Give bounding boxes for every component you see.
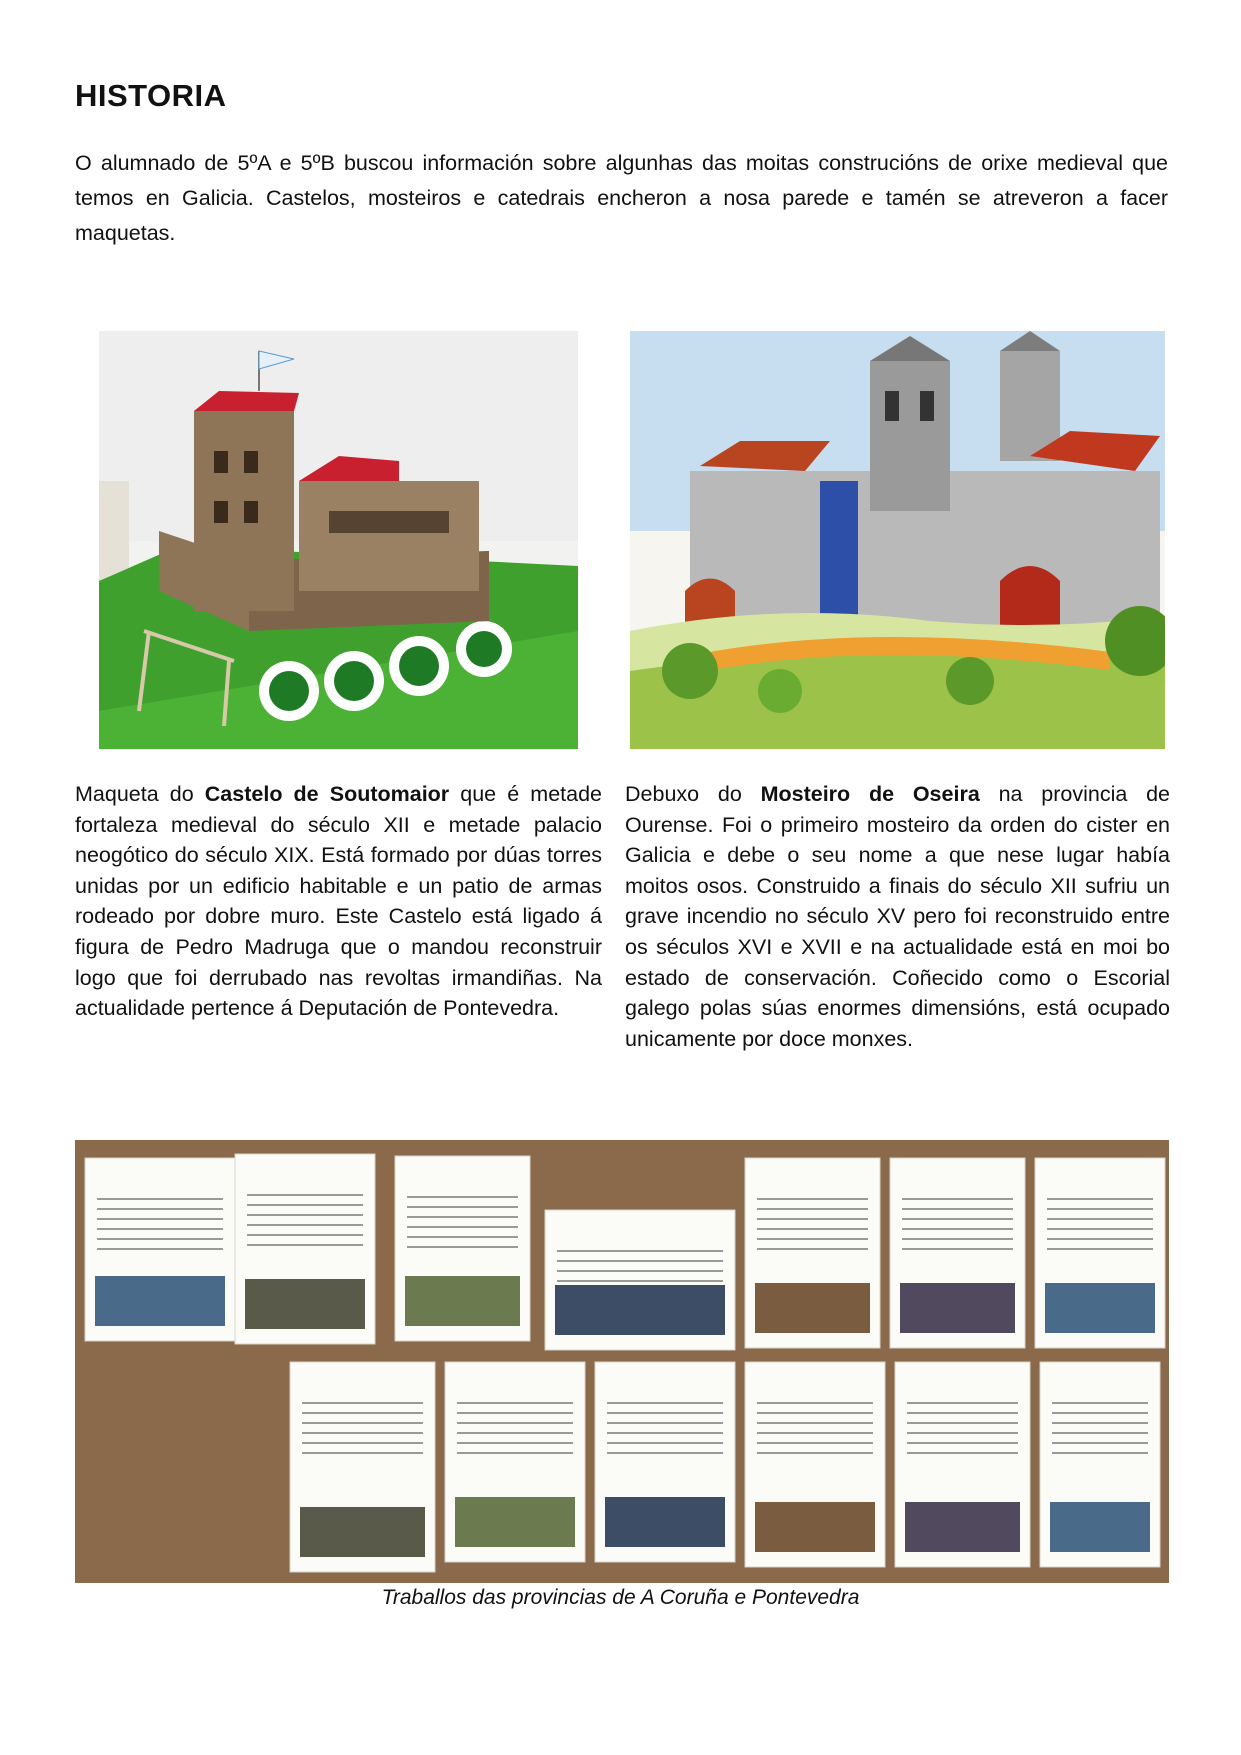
castle-model-photo xyxy=(99,331,578,749)
student-posters-photo xyxy=(75,1140,1169,1583)
page-heading: HISTORIA xyxy=(75,78,227,113)
intro-paragraph: O alumnado de 5ºA e 5ºB buscou información sobre algunhas das moitas construcións de orixe medieval que temos en Galicia. Castelos, mosteiros e catedrais encheron a nosa parede e tamén se atreveron a facer maquetas. xyxy=(75,151,1168,245)
monastery-name: Mosteiro de Oseira xyxy=(760,782,980,806)
monastery-description-lead: Debuxo do xyxy=(625,782,761,806)
monastery-description xyxy=(625,779,1170,1054)
photo-caption: Traballos das provincias de A Coruña e Pontevedra xyxy=(381,1586,860,1609)
castle-description-body: que é metade fortaleza medieval do século XII e metade palacio neogótico do século XIX. Está formado por dúas torres unidas por un edificio habitable e un patio de armas rodeado por dobre muro. Este Castelo está ligado á figura de Pedro Madruga que o mandou reconstruir logo que foi derrubado nas revoltas irmandiñas. Na actualidade pertence á Deputación de Pontevedra. xyxy=(75,782,602,1021)
monastery-description-body: na provincia de Ourense. Foi o primeiro mosteiro da orden do cister en Galicia e debe o seu nome a que nese lugar había moitos osos. Construido a finais do século XII sufriu un grave incendio no século XV pero foi reconstruido entre os séculos XVI e XVII e na actualidade está en moi bo estado de conservación. Coñecido como o Escorial galego polas súas enormes dimensións, está ocupado unicamente por doce monxes. xyxy=(625,782,1170,1051)
monastery-drawing-photo xyxy=(630,331,1165,749)
castle-name: Castelo de Soutomaior xyxy=(204,782,450,806)
castle-description-lead: Maqueta do xyxy=(75,782,205,806)
castle-description xyxy=(75,779,602,1024)
